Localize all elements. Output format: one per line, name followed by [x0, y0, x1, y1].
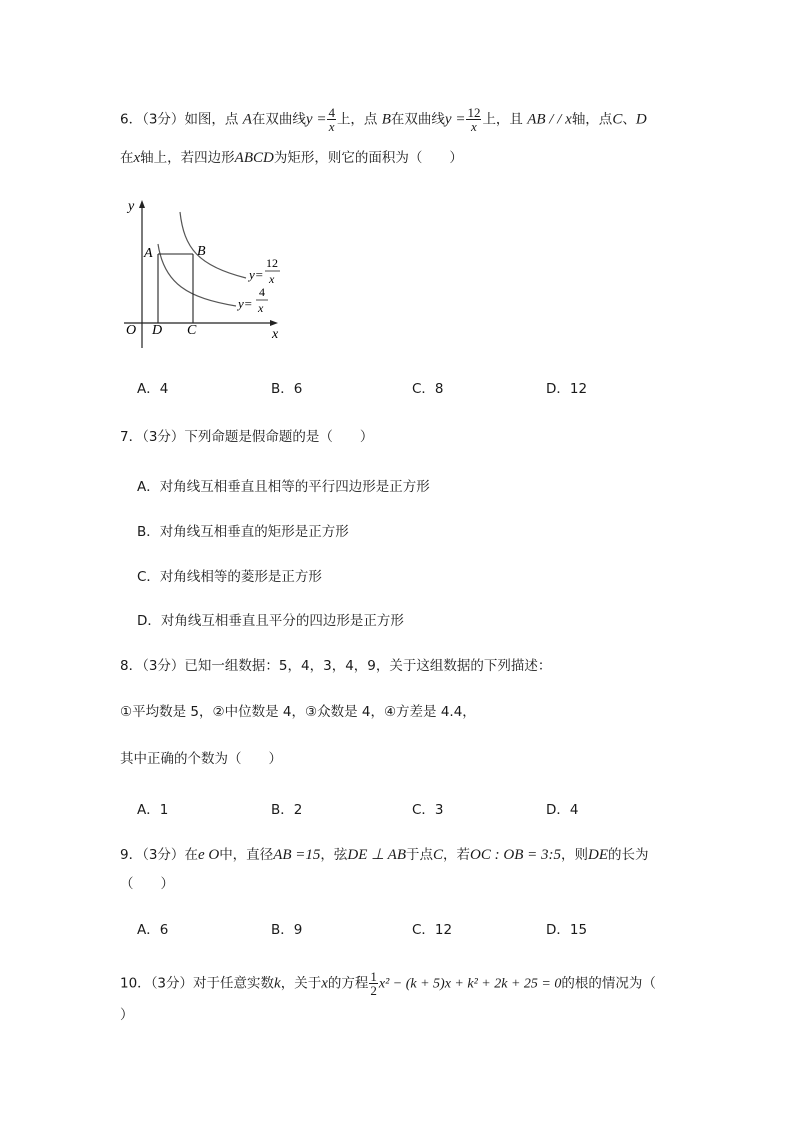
q8-option-a: A．1	[137, 802, 169, 818]
fraction-denominator: x	[328, 119, 335, 134]
q9-text: ，弦	[320, 847, 348, 863]
q10-stem-line1	[120, 970, 656, 997]
q8-option-b: B．2	[271, 802, 303, 818]
curve1-num: 12	[266, 256, 278, 270]
label-x: x	[272, 327, 279, 342]
q9-eq1: AB =15	[273, 847, 321, 863]
q10-text: ，关于	[280, 975, 322, 992]
q6-option-b: B．6	[271, 381, 303, 397]
q6-text: 为矩形，则它的面积为（ ）	[273, 150, 463, 166]
q6-text: 在双曲线	[390, 111, 445, 128]
q6-stem-line1	[120, 106, 647, 133]
q6-quad: ABCD	[234, 150, 274, 166]
q7-option-c: C．对角线相等的菱形是正方形	[137, 569, 322, 585]
q9-stem-line1	[120, 845, 648, 865]
fraction-denominator: 2	[370, 983, 377, 998]
curve1-den: x	[269, 272, 275, 286]
q6-text: 上，点	[336, 111, 378, 128]
q6-text: 轴，点	[571, 111, 613, 128]
curve2-den: x	[258, 301, 264, 315]
q8-option-c: C．3	[412, 802, 444, 818]
q6-score: （3分）	[142, 111, 185, 128]
y-axis-arrow	[139, 200, 145, 208]
q9-number: 9．	[120, 847, 143, 863]
q6-text: 在双曲线	[251, 111, 306, 128]
q8-question: 其中正确的个数为（ ）	[120, 751, 282, 767]
q10-k: k	[274, 975, 281, 992]
q6-point-c: C	[612, 111, 623, 128]
x-axis-arrow	[270, 320, 278, 326]
q8-stem: 8．（3分）已知一组数据：5，4，3，4，9，关于这组数据的下列描述：	[120, 658, 552, 674]
label-c: C	[187, 323, 197, 338]
q6-stem-line2	[120, 148, 463, 168]
q6-point-d: D	[635, 111, 647, 128]
q9-eq2: DE ⊥ AB	[347, 847, 407, 863]
q7-option-b: B．对角线互相垂直的矩形是正方形	[137, 524, 349, 540]
q6-option-a: A．4	[137, 381, 169, 397]
curve1-lhs: y=	[249, 267, 264, 282]
q9-segment: DE	[587, 847, 608, 863]
fraction-denominator: x	[471, 119, 477, 134]
fraction-numerator: 4	[328, 105, 335, 120]
q9-circle: e O	[197, 847, 220, 863]
q6-point-a: A	[242, 111, 252, 128]
q6-option-d: D．12	[546, 381, 588, 397]
q9-text: 的长为	[607, 847, 649, 863]
q6-number: 6．	[120, 111, 143, 128]
q10-text: 的方程	[327, 975, 369, 992]
fraction-numerator: 12	[467, 105, 481, 120]
q10-text: 的根的情况为（	[561, 975, 656, 992]
q9-option-b: B．9	[271, 922, 303, 938]
q6-point-b: B	[381, 111, 391, 128]
q9-text: ，若	[443, 847, 471, 863]
q10-equation: x² − (k + 5)x + k² + 2k + 25 = 0	[378, 976, 562, 992]
label-d: D	[152, 323, 163, 338]
q9-eq3: OC : OB = 3:5	[470, 847, 561, 863]
q9-score: （3分）	[142, 847, 185, 863]
q9-text: 在	[184, 847, 198, 863]
q6-x: x	[133, 150, 141, 166]
q7-stem: 7．（3分）下列命题是假命题的是（ ）	[120, 429, 374, 445]
q6-eq1-fraction	[327, 106, 336, 133]
q9-option-a: A．6	[137, 922, 169, 938]
label-b: B	[197, 244, 206, 259]
q10-number: 10．	[120, 975, 151, 992]
curve2-lhs: y=	[238, 296, 253, 311]
q10-text: 对于任意实数	[193, 975, 275, 992]
q9-option-d: D．15	[546, 922, 588, 938]
label-y: y	[128, 199, 135, 214]
q9-point-c: C	[433, 847, 444, 863]
curve-12-over-x	[180, 212, 246, 278]
q8-option-d: D．4	[546, 802, 579, 818]
q7-option-d: D．对角线互相垂直且平分的四边形是正方形	[137, 613, 404, 629]
q6-text: 轴上，若四边形	[140, 150, 235, 166]
q10-stem-line2: ）	[120, 1007, 134, 1023]
q6-eq2-fraction	[466, 106, 481, 133]
q9-option-c: C．12	[412, 922, 453, 938]
q9-text: 于点	[406, 847, 434, 863]
q10-score: （3分）	[150, 975, 194, 992]
q10-x: x	[321, 975, 328, 992]
q6-text: 如图，点	[184, 111, 239, 128]
q7-option-a: A．对角线互相垂直且相等的平行四边形是正方形	[137, 479, 430, 495]
q9-text: 中，直径	[219, 847, 274, 863]
q6-option-c: C．8	[412, 381, 444, 397]
fraction-numerator: 1	[370, 969, 377, 984]
q8-statements: ①平均数是 5，②中位数是 4，③众数是 4，④方差是 4.4，	[120, 704, 476, 720]
q6-text: 在	[120, 150, 134, 166]
q6-parallel: AB / / x	[527, 111, 572, 128]
q6-figure	[118, 196, 288, 356]
q6-text: 、	[622, 111, 636, 128]
q9-stem-line2: （ ）	[120, 876, 174, 892]
q10-fraction	[369, 970, 378, 997]
curve2-num: 4	[259, 285, 265, 299]
q6-text: 上，且	[482, 111, 523, 128]
label-origin: O	[126, 323, 137, 338]
label-a: A	[144, 246, 153, 261]
q6-eq2-lhs: y =	[444, 111, 466, 128]
q9-text: ，则	[560, 847, 588, 863]
q6-eq1-lhs: y =	[305, 111, 327, 128]
